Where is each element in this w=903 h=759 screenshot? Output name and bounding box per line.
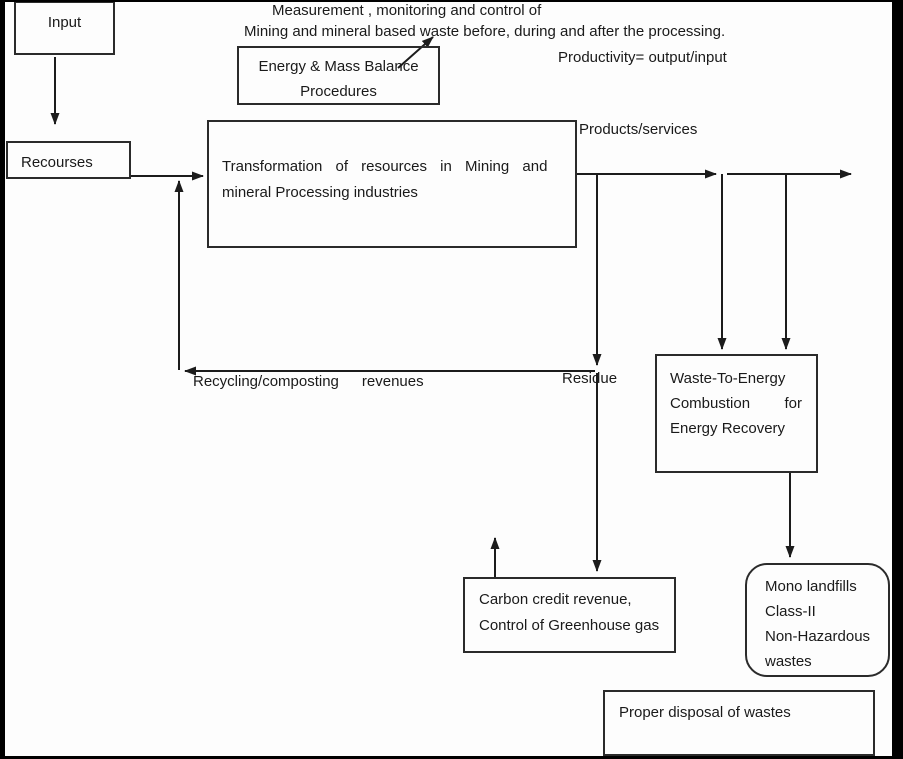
revenues-label: revenues (361, 373, 424, 390)
input-box-label: Input (47, 14, 82, 31)
transformation-box (207, 120, 577, 248)
transformation-line1: Transformation of resources in Mining and (222, 158, 548, 175)
mono-line1: Mono landfills (765, 578, 857, 595)
carbon-line1: Carbon credit revenue, (479, 591, 632, 608)
residue-label: Residue (562, 370, 618, 387)
wte-line1: Waste-To-Energy (670, 370, 786, 387)
measurement-caption-line1: Measurement , monitoring and control of (272, 2, 542, 19)
recycling-label (193, 373, 424, 390)
energy-balance-box (237, 46, 440, 105)
mono-landfills-box (745, 563, 890, 677)
proper-disposal-box (603, 690, 875, 756)
scan-edge-right (892, 0, 903, 759)
mono-line4: wastes (765, 653, 812, 670)
mono-line3: Non-Hazardous (765, 628, 871, 645)
mono-line2: Class-II (765, 603, 816, 620)
wte-line2-left: Combustion (670, 395, 751, 412)
proper-disposal-label: Proper disposal of wastes (619, 704, 791, 721)
recycling-label-text: Recycling/composting (193, 373, 339, 390)
products-services-label: Products/services (579, 121, 698, 138)
input-box (14, 1, 115, 55)
recourses-box-label: Recourses (21, 154, 93, 171)
measurement-caption-line2: Mining and mineral based waste before, during and after the processing. (244, 23, 726, 40)
transformation-line2: mineral Processing industries (222, 184, 418, 201)
energy-balance-line2: Procedures (300, 83, 377, 100)
recourses-box (6, 141, 131, 179)
scan-edge-top (0, 0, 903, 2)
wte-line2-right: for (784, 395, 802, 412)
productivity-label: Productivity= output/input (558, 49, 727, 66)
wte-line2 (670, 391, 802, 416)
carbon-credit-box (463, 577, 676, 653)
wte-line3: Energy Recovery (670, 420, 786, 437)
waste-to-energy-box (655, 354, 818, 473)
energy-balance-line1: Energy & Mass Balance (258, 58, 419, 75)
scan-edge-left (0, 0, 5, 756)
carbon-line2: Control of Greenhouse gas (479, 617, 660, 634)
